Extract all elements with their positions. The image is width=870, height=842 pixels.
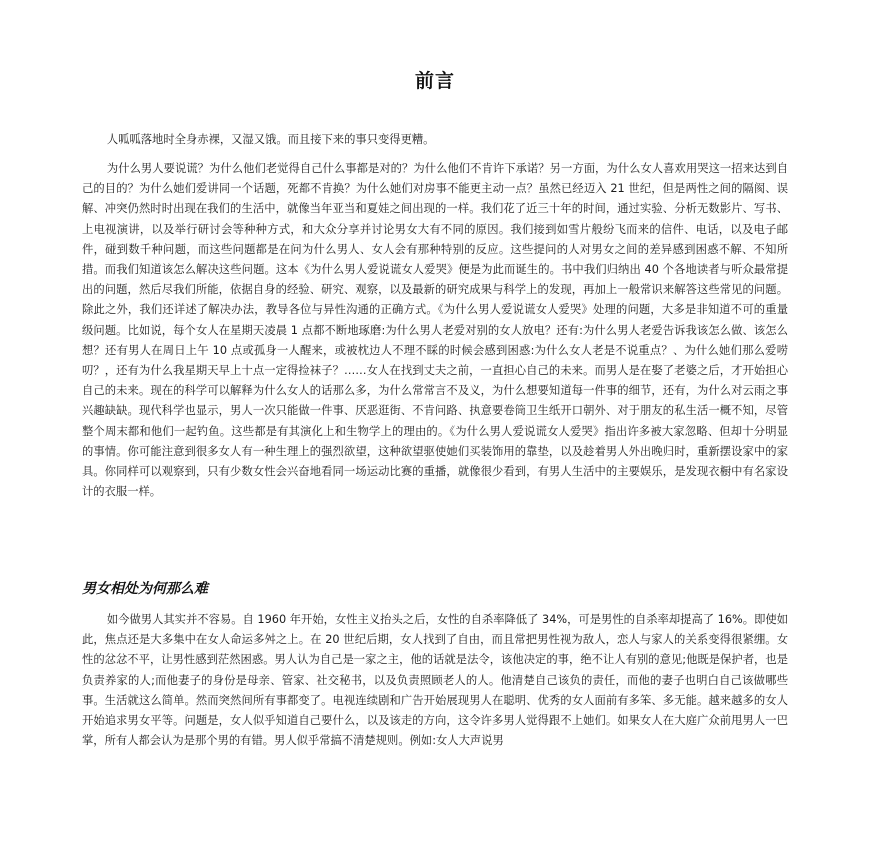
intro-paragraph: 人呱呱落地时全身赤裸，又湿又饿。而且接下来的事只变得更糟。 [106,133,435,146]
section-paragraph: 如今做男人其实并不容易。自 1960 年开始，女性主义抬头之后，女性的自杀率降低了 34%，可是男性的自杀率却提高了 16%。即使如此，焦点还是大多集中在女人命运多舛之上。在 20 世纪后期，女人找到了自由，而且常把男性视为敌人，恋人与家人的关系变得很紧绷。女性的忿忿不平，让男性感到茫然困惑。男人认为自己是一家之主，他的话就是法令，该他决定的事，绝不让人有别的意见;他既是保护者，也是负责养家的人;而他妻子的身份是母亲、管家、社交秘书，以及负责照顾老人的人。他清楚自己该负的责任，而他的妻子也明白自己该做哪些事。生活就这么简单。然而突然间所有事都变了。电视连续剧和广告开始展现男人在聪明、优秀的女人面前有多笨、多无能。越来越多的女人开始追求男女平等。问题是，女人似乎知道自己要什么，以及该走的方向，这令许多男人觉得跟不上她们。如果女人在大庭广众前甩男人一巴掌，所有人都会认为是那个男的有错。男人似乎常搞不清楚规则。例如:女人大声说男 [82,613,788,748]
section-heading: 男女相处为何那么难 [82,581,208,597]
page-title: 前言 [414,70,455,92]
body-paragraph: 为什么男人要说谎？为什么他们老觉得自己什么事都是对的？为什么他们不肯许下承诺？另一方面，为什么女人喜欢用哭这一招来达到自己的目的？为什么她们爱讲同一个话题，死都不肯换？为什么她们对房事不能更主动一点？虽然已经迈入 21 世纪，但是两性之间的隔阂、误解、冲突仍然时时出现在我们的生活中，就像当年亚当和夏娃之间出现的一样。我们花了近三十年的时间，通过实验、分析无数影片、写书、上电视演讲，以及举行研讨会等种种方式，和大众分享并讨论男女大有不同的原因。我们接到如雪片般纷飞而来的信件、电话，以及电子邮件，碰到数千种问题，而这些问题都是在问为什么男人、女人会有那种特别的反应。这些提问的人对男女之间的差异感到困惑不解、不知所措。而我们知道该怎么解决这些问题。这本《为什么男人爱说谎女人爱哭》便是为此而诞生的。书中我们归纳出 40 个各地读者与听众最常提出的问题，然后尽我们所能，依据自身的经验、研究、观察，以及最新的研究成果与科学上的发现，再加上一般常识来解答这些常见的问题。除此之外，我们还详述了解决办法，教导各位与异性沟通的正确方式。《为什么男人爱说谎女人爱哭》处理的问题，大多是非知道不可的重量级问题。比如说，每个女人在星期天凌晨 1 点都不断地琢磨:为什么男人老爱对别的女人放电？还有:为什么男人老爱告诉我该怎么做、该怎么想？还有男人在周日上午 10 点或孤身一人醒来，或被枕边人不理不睬的时候会感到困惑:为什么女人老是不说重点？、为什么她们那么爱唠叨？，还有为什么我星期天早上十点一定得捡袜子？……女人在找到丈夫之前，一直担心自己的未来。而男人是在娶了老婆之后，才开始担心自己的未来。现在的科学可以解释为什么女人的话那么多，为什么常常言不及义，为什么想要知道每一件事的细节，还有，为什么对云雨之事兴趣缺缺。现代科学也显示，男人一次只能做一件事、厌恶逛街、不肯问路、执意要卷筒卫生纸开口朝外、对于朋友的私生活一概不知，尽管整个周末都和他们一起钓鱼。这些都是有其演化上和生物学上的理由的。《为什么男人爱说谎女人爱哭》指出许多被大家忽略、但却十分明显的事情。你可能注意到很多女人有一种生理上的强烈欲望，这种欲望驱使她们买装饰用的靠垫，以及趁着男人外出晚归时，重新摆设家中的家具。你同样可以观察到，只有少数女性会兴奋地看同一场运动比赛的重播，就像很少看到，有男人生活中的主要娱乐，是发现衣橱中有名家设计的衣服一样。 [82,162,788,499]
